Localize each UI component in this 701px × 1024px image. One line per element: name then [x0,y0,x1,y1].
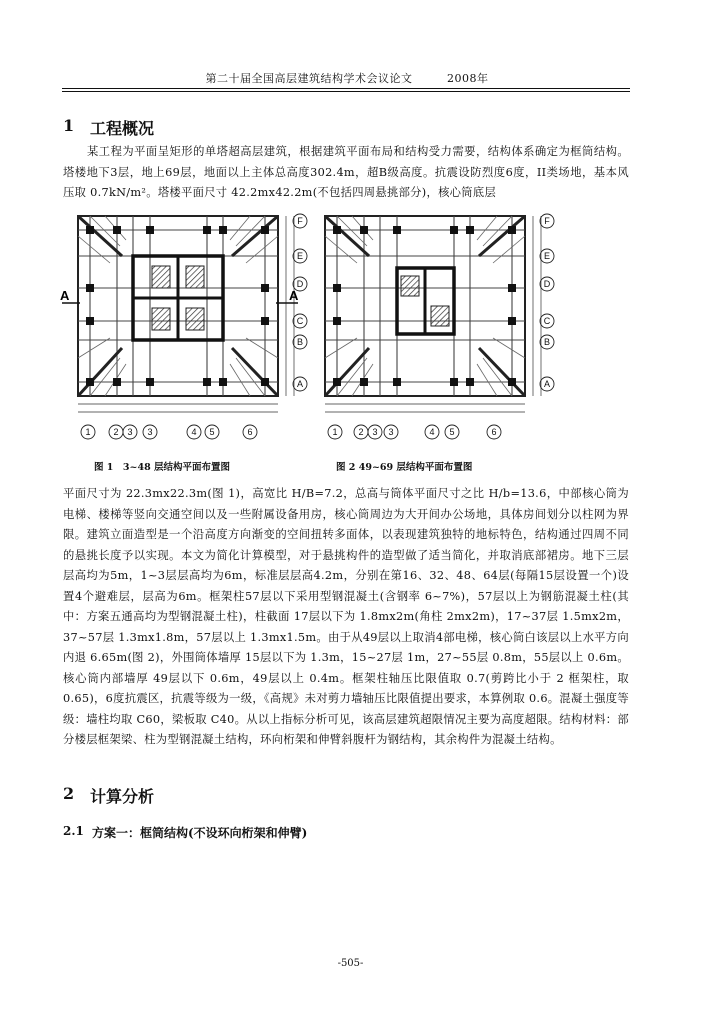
fig2-axis-2: 2 [358,427,364,437]
fig1-axis-C: C [296,316,304,326]
fig2-axis-5: 5 [449,427,455,437]
fig1-axis-6: 6 [247,427,253,437]
section-1-number: 1 [63,116,75,135]
fig2-axis-E: E [543,251,551,261]
figure-1-plan [60,214,307,439]
fig1-axis-5: 5 [209,427,215,437]
fig2-axis-C: C [543,316,551,326]
figure-2-plan [325,214,554,439]
fig1-axis-2: 2 [113,427,119,437]
fig1-axis-E: E [296,251,304,261]
section-2-number: 2 [63,784,75,803]
structural-floor-plans [60,208,625,463]
fig1-axis-A: A [296,379,304,389]
fig1-axis-1: 1 [85,427,91,437]
header-rule-thin [62,91,630,92]
subsection-2-1-number: 2.1 [63,824,84,838]
body-paragraph: 平面尺寸为 22.3mx22.3m(图 1)，高宽比 H/B=7.2，总高与筒体平面尺寸之比 H/b=13.6，中部核心筒为电梯、楼梯等竖向交通空间以及一些附属设备用房，核心筒周边为大开间办公场地，具体房间划分以柱网为界限。建筑立面造型是一个沿高度方向渐变的空间扭转多面体，以表现建筑独特的地标特色，结构通过四周不同的悬挑长度予以实现。本文为简化计算模型，对于悬挑构件的造型做了适当简化，并取消底部裙房。地下三层层高均为5m，1~3层层高均为6m，标准层层高4.2m，分别在第16、32、48、64层(每隔15层设置一个)设置4个避难层，层高为6m。框架柱57层以下采用型钢混凝土(含钢率 6~7%)，57层以上为钢筋混凝土柱(其中：方案五通高均为型钢混凝土柱)，柱截面 17层以下为 1.8mx2m(角柱 2mx2m)，17~37层 1.5mx2m，37~57层 1.3mx1.8m，57层以上 1.3mx1.5m。由于从49层以上取消4部电梯，核心筒白该层以上水平方向内退 6.65m(图 2)，外围筒体墙厚 15层以下为 1.3m，15~27层 1m，27~55层 0.8m，55层以上 0.6m。核心筒内部墙厚 49层以下 0.6m，49层以上 0.4m。框架柱轴压比限值取 0.7(剪跨比小于 2 框架柱，取 0.65)，6度抗震区，抗震等级为一级，《高规》未对剪力墙轴压比限值提出要求，本算例取 0.6。混凝土强度等级：墙柱均取 C60，梁板取 C40。从以上指标分析可见，该高层建筑超限情况主要为高度超限。结构材料：部分楼层框架梁、柱为型钢混凝土结构，环向桁架和伸臂斜腹杆为钢结构，其余构件为混凝土结构。 [63,487,629,746]
subsection-2-1-title: 方案一：框筒结构(不设环向桁架和伸臂) [92,826,308,840]
fig2-axis-F: F [544,216,550,226]
figure-1-caption: 图 1 3~48 层结构平面布置图 [94,462,231,473]
section-2-title: 计算分析 [90,787,155,806]
fig2-axis-1: 1 [332,427,338,437]
fig2-axis-3a: 3 [372,427,378,437]
fig1-axis-3a: 3 [127,427,133,437]
fig1-section-mark-left: A [60,288,70,303]
fig1-axis-4: 4 [191,427,197,437]
section-1-title: 工程概况 [90,119,155,138]
fig2-axis-D: D [543,279,551,289]
fig1-section-mark-right: A [289,288,299,303]
fig1-axis-B: B [296,337,304,347]
fig1-axis-3b: 3 [147,427,153,437]
page-number: -505- [337,958,364,969]
fig1-axis-D: D [296,279,304,289]
fig2-axis-B: B [543,337,551,347]
fig2-axis-6: 6 [491,427,497,437]
fig2-axis-A: A [543,379,551,389]
intro-paragraph: 某工程为平面呈矩形的单塔超高层建筑，根据建筑平面布局和结构受力需要，结构体系确定为框筒结构。塔楼地下3层，地上69层，地面以上主体总高度302.4m，超B级高度。抗震设防烈度6度，II类场地，基本风压取 0.7kN/m²。塔楼平面尺寸 42.2mx42.2m(不包括四周悬挑部分)，核心筒底层 [63,145,629,199]
fig1-axis-F: F [297,216,303,226]
figure-2-caption: 图 2 49~69 层结构平面布置图 [336,462,473,473]
header-rule [62,88,630,89]
fig2-axis-4: 4 [429,427,435,437]
fig2-axis-3b: 3 [388,427,394,437]
running-header: 第二十届全国高层建筑结构学术会议论文 2008年 [205,72,489,85]
